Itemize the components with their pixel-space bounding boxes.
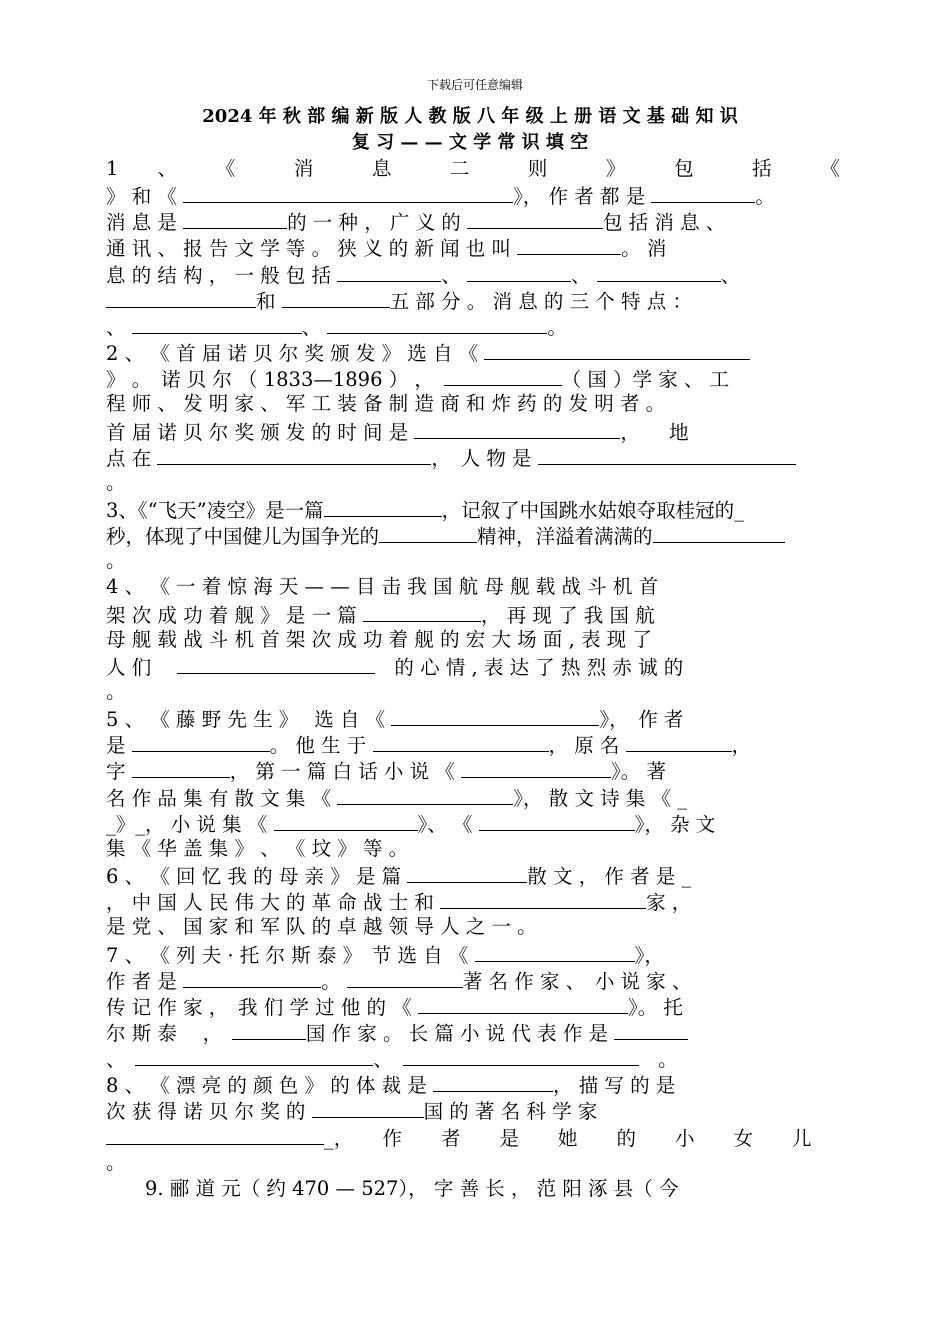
- line-text: 4 、 《 一 着 惊 海 天 — — 目 击 我 国 航 母 舰 载 战 斗 机 首: [106, 575, 659, 599]
- answer-blank[interactable]: [327, 313, 547, 334]
- line-text: 名 作 品 集 有 散 文 集 《: [106, 786, 338, 810]
- line-text: 秒，体现了中国健儿为国争光的: [106, 525, 380, 549]
- answer-blank[interactable]: [414, 418, 620, 439]
- text-line: [106, 496, 856, 524]
- answer-blank[interactable]: [484, 339, 750, 360]
- line-text: 。: [755, 185, 775, 209]
- text-line: [106, 1019, 856, 1047]
- line-text: 首 届 诺 贝 尔 奖 颁 发 的 时 间 是: [106, 420, 415, 444]
- line-text: 》， 散 文 诗 集 《 _: [513, 786, 687, 810]
- answer-blank[interactable]: [391, 705, 599, 726]
- line-text: 传 记 作 家 ， 我 们 学 过 他 的 《: [106, 995, 418, 1019]
- line-text: _》_， 小 说 集 《: [106, 812, 274, 836]
- line-text: 散 文 ， 作 者 是 _: [527, 865, 692, 889]
- answer-blank[interactable]: [106, 1124, 324, 1145]
- line-text: 作 者 是: [106, 969, 184, 993]
- answer-blank[interactable]: [337, 784, 513, 805]
- text-line: [106, 1045, 856, 1073]
- answer-blank[interactable]: [312, 1097, 424, 1118]
- answer-blank[interactable]: [132, 731, 270, 752]
- answer-blank[interactable]: [626, 731, 732, 752]
- line-text: 程 师 、 发 明 家 、 军 工 装 备 制 造 商 和 炸 药 的 发 明 者 。: [106, 392, 666, 416]
- text-line: [106, 627, 856, 653]
- answer-blank[interactable]: [538, 444, 796, 465]
- text-line: [106, 1124, 856, 1152]
- line-text: 是: [106, 734, 132, 758]
- text-line: [106, 1071, 856, 1099]
- line-text: 7 、 《 列 夫 · 托 尔 斯 泰 》 节 选 自 《: [106, 943, 475, 967]
- line-text: 3、《“飞天”凌空》是一篇: [106, 498, 324, 522]
- answer-blank[interactable]: [467, 208, 603, 229]
- answer-blank[interactable]: [324, 496, 442, 517]
- answer-blank[interactable]: [444, 365, 562, 386]
- line-text: 、: [373, 1048, 403, 1072]
- text-line: [106, 862, 856, 890]
- answer-blank[interactable]: [282, 287, 390, 308]
- answer-blank[interactable]: [475, 941, 635, 962]
- answer-blank[interactable]: [433, 1071, 553, 1092]
- line-text: 2 、 《 首 届 诺 贝 尔 奖 颁 发 》 选 自 《: [106, 342, 485, 366]
- text-line: [106, 208, 856, 236]
- line-text: 的 一 种 ， 广 义 的: [287, 211, 467, 235]
- answer-blank[interactable]: [379, 522, 477, 543]
- line-text: ， 中 国 人 民 伟 大 的 革 命 战 士 和: [106, 891, 441, 915]
- line-text: 6 、 《 回 忆 我 的 母 亲 》 是 篇: [106, 865, 408, 889]
- text-line: [106, 391, 856, 417]
- text-line: [106, 548, 856, 574]
- answer-blank[interactable]: [614, 1019, 688, 1040]
- line-text: 包 括 消 息 、: [603, 211, 726, 235]
- answer-blank[interactable]: [132, 313, 302, 334]
- text-line: [106, 1097, 856, 1125]
- answer-blank[interactable]: [597, 261, 721, 282]
- line-text: 五 部 分 。 消 息 的 三 个 特 点 ：: [389, 289, 692, 313]
- line-text: 架 次 成 功 着 舰 》 是 一 篇: [106, 603, 363, 627]
- line-text: 、: [720, 263, 741, 287]
- answer-blank[interactable]: [651, 182, 755, 203]
- line-text: 息 的 结 构 ， 一 般 包 括: [106, 263, 338, 287]
- line-text: 》， 作 者: [599, 708, 684, 732]
- text-line: [106, 967, 856, 995]
- line-text: 》。 著: [611, 760, 666, 784]
- line-text: 》、 《: [417, 812, 479, 836]
- answer-blank[interactable]: [177, 653, 375, 674]
- text-line: [106, 339, 856, 367]
- header-note: 下载后可任意编辑: [426, 78, 523, 92]
- answer-blank[interactable]: [157, 444, 431, 465]
- line-text: 是 党 、 国 家 和 军 队 的 卓 越 领 导 人 之 一 。: [106, 915, 537, 939]
- text-line: [106, 784, 856, 812]
- text-line: [106, 888, 856, 916]
- answer-blank[interactable]: [479, 810, 635, 831]
- answer-blank[interactable]: [232, 1019, 306, 1040]
- line-text: （ 国 ）学 家 、 工: [561, 368, 730, 392]
- line-text: 9. 郦 道 元（ 约 470 — 527）， 字 善 长 ， 范 阳 涿 县（ 今: [106, 1176, 679, 1200]
- line-text: 、: [571, 263, 597, 287]
- line-text: 家 ，: [646, 891, 692, 915]
- text-line: [106, 914, 856, 940]
- text-line: [106, 810, 856, 838]
- answer-blank[interactable]: [337, 261, 441, 282]
- answer-blank[interactable]: [363, 601, 481, 622]
- text-line: [106, 365, 856, 393]
- line-text: 》， 作 者 都 是: [513, 185, 652, 209]
- line-text: 》。 托: [627, 995, 683, 1019]
- text-line: [106, 444, 856, 472]
- line-text: ，记叙了中国跳水姑娘夺取桂冠的_: [441, 498, 744, 522]
- line-text: 5 、 《 藤 野 先 生 》 选 自 《: [106, 708, 392, 732]
- answer-blank[interactable]: [373, 731, 549, 752]
- line-text: ， 地: [620, 420, 689, 444]
- answer-blank[interactable]: [274, 810, 418, 831]
- line-text: 母 舰 载 战 斗 机 首 架 次 成 功 着 舰 的 宏 大 场 面 , 表 现 了: [106, 627, 652, 651]
- line-text: 、: [441, 263, 467, 287]
- answer-blank[interactable]: [347, 967, 463, 988]
- text-line: [106, 522, 856, 550]
- line-text: 。 消: [621, 237, 667, 261]
- line-text: 精神，洋溢着满满的: [477, 525, 653, 549]
- answer-blank[interactable]: [106, 287, 256, 308]
- line-text: 国 作 家 。 长 篇 小 说 代 表 作 是: [305, 1021, 615, 1045]
- text-line: [106, 574, 856, 600]
- text-line: [106, 470, 856, 496]
- text-line: [106, 731, 856, 759]
- line-text: 点 在: [106, 446, 158, 470]
- line-text: ， 第 一 篇 白 话 小 说 《: [229, 760, 461, 784]
- text-line: [106, 261, 856, 289]
- line-text: 著 名 作 家 、 小 说 家 、: [462, 969, 692, 993]
- line-text: 》，: [634, 943, 664, 967]
- line-text: 国 的 著 名 科 学 家: [423, 1100, 598, 1124]
- answer-blank[interactable]: [183, 182, 513, 203]
- line-text: 1 、 《 消 息 二 则 》 包 括 《: [106, 157, 840, 180]
- line-text: 消 息 是: [106, 211, 184, 235]
- text-line: [106, 1150, 856, 1176]
- line-text: 、: [106, 315, 132, 339]
- text-line: [106, 287, 856, 315]
- line-text: 集 《 华 盖 集 》 、 《 坟 》 等 。: [106, 836, 409, 860]
- answer-blank[interactable]: [517, 234, 621, 255]
- text-line: [106, 234, 856, 262]
- line-text: 和: [256, 289, 282, 313]
- line-text: 次 获 得 诺 贝 尔 奖 的: [106, 1100, 312, 1124]
- line-text: 。: [547, 315, 567, 339]
- text-line: [106, 679, 856, 705]
- line-text: ， 描 写 的 是: [553, 1074, 676, 1098]
- line-text: 通 讯 、 报 告 文 学 等 。 狭 义 的 新 闻 也 叫: [106, 237, 518, 261]
- text-line: [106, 601, 856, 629]
- text-line: [106, 182, 856, 210]
- text-line: [106, 941, 856, 969]
- answer-blank[interactable]: [467, 261, 571, 282]
- line-text: ，: [731, 734, 752, 758]
- line-text: 、: [301, 315, 328, 339]
- answer-blank[interactable]: [407, 862, 527, 883]
- line-text: 。: [106, 470, 126, 494]
- line-text: 》 和 《: [106, 185, 184, 209]
- line-text: 的 心 情 , 表 达 了 热 烈 赤 诚 的: [374, 655, 684, 679]
- text-line: [106, 313, 856, 341]
- line-text: 》 。 诺 贝 尔 （ 1833—1896 ） ，: [106, 368, 444, 392]
- document-title-line2: 复 习 — — 文 学 常 识 填 空: [351, 132, 589, 153]
- line-text: 》， 杂 文: [634, 812, 716, 836]
- line-text: 。: [321, 969, 347, 993]
- text-line: [106, 1176, 856, 1202]
- line-text: 8 、 《 漂 亮 的 颜 色 》 的 体 裁 是: [106, 1074, 433, 1098]
- text-line: [106, 993, 856, 1021]
- line-text: ， 再 现 了 我 国 航: [481, 603, 655, 627]
- line-text: 。 他 生 于: [269, 734, 373, 758]
- line-text: _， 作 者 是 她 的 小 女 儿: [324, 1126, 812, 1150]
- line-text: 、: [106, 1048, 136, 1072]
- line-text: 。: [106, 1150, 126, 1174]
- answer-blank[interactable]: [183, 208, 287, 229]
- line-text: ， 原 名: [548, 734, 626, 758]
- line-text: 。: [638, 1048, 678, 1072]
- text-line: [106, 418, 856, 446]
- document-title: 2024 年 秋 部 编 新 版 人 教 版 八 年 级 上 册 语 文 基 础 知 识: [202, 106, 738, 127]
- text-line: [106, 836, 856, 862]
- text-line: [106, 757, 856, 785]
- line-text: ， 人 物 是: [431, 446, 538, 470]
- answer-blank[interactable]: [653, 522, 785, 543]
- line-text: 人 们: [106, 655, 177, 679]
- line-text: 。: [106, 549, 126, 573]
- line-text: 尔 斯 泰 ，: [106, 1021, 232, 1045]
- answer-blank[interactable]: [418, 993, 628, 1014]
- answer-blank[interactable]: [132, 757, 230, 778]
- answer-blank[interactable]: [461, 757, 611, 778]
- answer-blank[interactable]: [440, 888, 646, 909]
- answer-blank[interactable]: [135, 1045, 373, 1066]
- text-line: [106, 705, 856, 733]
- text-line: [106, 156, 856, 182]
- answer-blank[interactable]: [183, 967, 321, 988]
- line-text: 。: [106, 680, 126, 703]
- line-text: 字: [106, 760, 132, 784]
- answer-blank[interactable]: [403, 1045, 639, 1066]
- text-line: [106, 653, 856, 681]
